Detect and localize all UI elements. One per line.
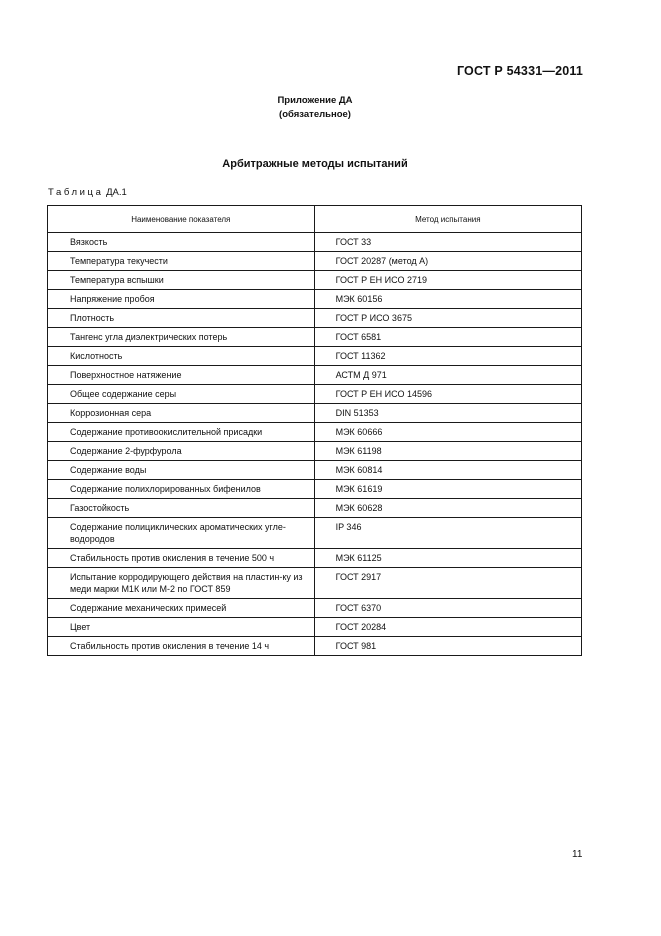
table-row	[48, 599, 582, 618]
table-row	[48, 328, 582, 347]
test-method: ГОСТ 20287 (метод А)	[314, 252, 581, 271]
test-method: ГОСТ 981	[314, 637, 581, 656]
table-row	[48, 347, 582, 366]
indicator-name: Содержание полихлорированных бифенилов	[48, 480, 315, 499]
header-indicator-name: Наименование показателя	[48, 206, 315, 233]
table-body	[48, 233, 582, 656]
table-row	[48, 366, 582, 385]
table-row	[48, 404, 582, 423]
test-method: МЭК 61619	[314, 480, 581, 499]
indicator-name: Содержание механических примесей	[48, 599, 315, 618]
test-method: МЭК 60156	[314, 290, 581, 309]
test-method: МЭК 60814	[314, 461, 581, 480]
methods-table	[47, 205, 582, 656]
table-row	[48, 518, 582, 549]
indicator-name: Кислотность	[48, 347, 315, 366]
test-method: ГОСТ Р ЕН ИСО 14596	[314, 385, 581, 404]
test-method: ГОСТ 33	[314, 233, 581, 252]
table-row	[48, 309, 582, 328]
table-row	[48, 271, 582, 290]
indicator-name: Цвет	[48, 618, 315, 637]
table-row	[48, 442, 582, 461]
indicator-name: Поверхностное натяжение	[48, 366, 315, 385]
indicator-name: Содержание полициклических ароматических угле-водородов	[48, 518, 315, 549]
test-method: IP 346	[314, 518, 581, 549]
table-row	[48, 480, 582, 499]
test-method: МЭК 61125	[314, 549, 581, 568]
test-method: ГОСТ Р ЕН ИСО 2719	[314, 271, 581, 290]
indicator-name: Температура вспышки	[48, 271, 315, 290]
test-method: МЭК 60666	[314, 423, 581, 442]
indicator-name: Газостойкость	[48, 499, 315, 518]
page-number: 11	[572, 849, 583, 860]
indicator-name: Содержание воды	[48, 461, 315, 480]
table-header-row	[48, 206, 582, 233]
indicator-name: Тангенс угла диэлектрических потерь	[48, 328, 315, 347]
test-method: ГОСТ 11362	[314, 347, 581, 366]
section-title: Арбитражные методы испытаний	[222, 158, 408, 170]
indicator-name: Температура текучести	[48, 252, 315, 271]
indicator-name: Напряжение пробоя	[48, 290, 315, 309]
indicator-name: Стабильность против окисления в течение 14 ч	[48, 637, 315, 656]
annex-status: (обязательное)	[279, 109, 351, 120]
table-row	[48, 637, 582, 656]
table-row	[48, 290, 582, 309]
test-method: ГОСТ Р ИСО 3675	[314, 309, 581, 328]
test-method: ГОСТ 2917	[314, 568, 581, 599]
indicator-name: Общее содержание серы	[48, 385, 315, 404]
table-row	[48, 385, 582, 404]
indicator-name: Стабильность против окисления в течение 500 ч	[48, 549, 315, 568]
test-method: МЭК 61198	[314, 442, 581, 461]
indicator-name: Коррозионная сера	[48, 404, 315, 423]
test-method: DIN 51353	[314, 404, 581, 423]
table-row	[48, 618, 582, 637]
test-method: ГОСТ 6581	[314, 328, 581, 347]
indicator-name: Плотность	[48, 309, 315, 328]
table-row	[48, 499, 582, 518]
table-row	[48, 233, 582, 252]
table-label-number: ДА.1	[106, 187, 127, 198]
indicator-name: Содержание противоокислительной присадки	[48, 423, 315, 442]
test-method: ГОСТ 6370	[314, 599, 581, 618]
table-row	[48, 568, 582, 599]
test-method: ГОСТ 20284	[314, 618, 581, 637]
indicator-name: Содержание 2-фурфурола	[48, 442, 315, 461]
indicator-name: Вязкость	[48, 233, 315, 252]
document-code: ГОСТ Р 54331—2011	[456, 64, 583, 78]
header-test-method: Метод испытания	[314, 206, 581, 233]
test-method: МЭК 60628	[314, 499, 581, 518]
table-row	[48, 461, 582, 480]
annex-title: Приложение ДА	[277, 95, 353, 106]
test-method: АСТМ Д 971	[314, 366, 581, 385]
table-label-word: Таблица	[48, 187, 104, 198]
table-row	[48, 252, 582, 271]
table-row	[48, 423, 582, 442]
table-label	[48, 187, 127, 198]
indicator-name: Испытание корродирующего действия на пластин-ку из меди марки М1К или М-2 по ГОСТ 859	[48, 568, 315, 599]
table-row	[48, 549, 582, 568]
